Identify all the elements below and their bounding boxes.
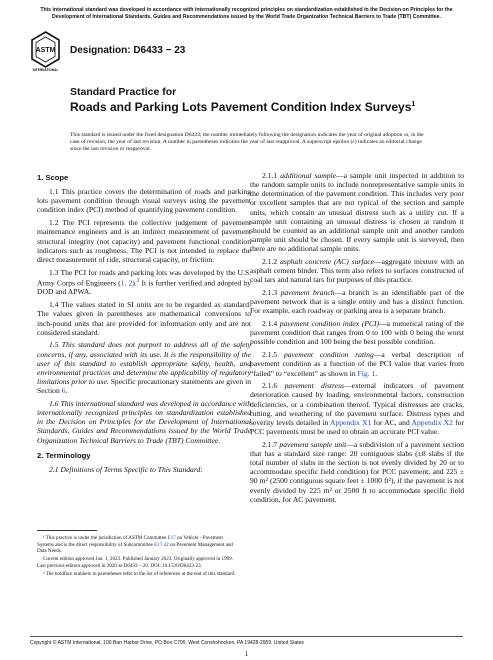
definition-pavement-branch: 2.1.3 pavement branch—a branch is an identifiable part of the pavement network that is a single entity and has a distinct function. For example, each roadway or parking area is a separate branch. bbox=[250, 288, 464, 316]
designation: Designation: D6433 − 23 bbox=[70, 45, 186, 56]
appendix-x1-link[interactable]: Appendix X1 bbox=[329, 417, 372, 427]
international-standard-notice: This international standard was developed in accordance with internationally recognized principles on standardization established in the Decision on Principles for the Development of International Standards, Guides and Recommendations issued by the World Trade Organization Technical Barriers to Trade (TBT) Committee. bbox=[40, 7, 453, 20]
title-footnote-mark: 1 bbox=[411, 101, 416, 108]
definition-pavement-distress: 2.1.6 pavement distress—external indicators of pavement deterioration caused by loading, environmental factors, construction deficiencies, or a combination thereof. Typical distresses are cracks, rutting, and weathering of the pavement surface. Distress types and severity levels detailed in Appendix X1 for AC, and Appendix X2 for PCC pavements must be used to obtain an accurate PCI value. bbox=[250, 381, 464, 437]
definition-pci: 2.1.4 pavement condition index (PCI)—a numerical rating of the pavement condition that ranges from 0 to 100 with 0 being the worst possible condition and 100 being the best possible condition. bbox=[250, 319, 465, 347]
copyright-footer: Copyright © ASTM International, 100 Barr Harbor Drive, PO Box C700, West Conshohocken, PA 19428-2959. United States bbox=[30, 640, 304, 646]
definition-asphalt-concrete: 2.1.2 asphalt concrete (AC) surface—aggregate mixture with an asphalt cement binder. This term also refers to surfaces constructed of coal tars and natural tars for purposes of this practice. bbox=[250, 257, 464, 285]
paragraph-1-4: 1.4 The values stated in SI units are to be regarded as standard. The values given in parentheses are mathematical conversions to inch-pound units that are provided for information only and are not considered standard. bbox=[37, 300, 251, 337]
paragraph-1-3: 1.3 The PCI for roads and parking lots was developed by the U.S. Army Corps of Engineers (1, 2).$^2$ It is further verified and adopted by DOD and APWA. bbox=[37, 267, 251, 297]
document-title bbox=[70, 86, 430, 114]
reference-link[interactable]: 1, 2 bbox=[120, 278, 133, 288]
subcommittee-e17-42-link[interactable]: E17.42 bbox=[154, 541, 169, 548]
definition-condition-rating: 2.1.5 pavement condition rating—a verbal description of pavement condition as a function of the PCI value that varies from “failed” to “excellent” as shown in Fig. 1. bbox=[250, 350, 464, 378]
appendix-x2-link[interactable]: Appendix X2 bbox=[411, 417, 453, 427]
paragraph-1-6: 1.6 This international standard was developed in accordance with internationally recognized principles on standardization established in the Decision on Principles for the Development of International Standards, Guides and Recommendations issued by the World Trade Organization Technical Barriers to Trade (TBT) Committee. bbox=[37, 398, 251, 445]
section-6-link[interactable]: 6 bbox=[61, 386, 66, 396]
definition-sample-unit: 2.1.7 pavement sample unit—a subdivision of a pavement section that has a standard size range: 20 contiguous slabs (±8 slabs if the total number of slabs in the section is not evenly divided by 20 or to accommodate specific field condition) for PCC pavement, and 225 ± 90 m² (2500 contiguous square feet ± 1000 ft²), if the pavement is not evenly divided by 225 m² or 2500 ft to accommodate specific field condition, for AC pavement. bbox=[250, 439, 464, 504]
terminology-heading: 2. Terminology bbox=[37, 450, 91, 460]
astm-logo bbox=[30, 31, 61, 72]
left-column bbox=[37, 171, 251, 478]
fig-1-link[interactable]: Fig. 1 bbox=[357, 368, 376, 378]
page-number: 1 bbox=[244, 650, 249, 658]
committee-e17-link[interactable]: E17 bbox=[167, 535, 176, 541]
svg-text:INTERNATIONAL: INTERNATIONAL bbox=[32, 68, 59, 72]
footer-divider bbox=[30, 636, 463, 637]
paragraph-1-1: 1.1 This practice covers the determination of roads and parking lots pavement condition through visual surveys using the pavement condition index (PCI) method of quantifying pavement condition. bbox=[37, 187, 251, 215]
issued-note: This standard is issued under the fixed designation D6433; the number immediately following the designation indicates the year of original adoption or, in the case of revision, the year of last revision. A number in parentheses indicates the year of last reapproval. A superscript epsilon (ε) indicates an editorial change since the last revision or reapproval. bbox=[70, 132, 424, 153]
footnote-2: ² The boldface numbers in parentheses refer to the list of references at the end of this standard. bbox=[43, 570, 236, 577]
footnotes bbox=[37, 530, 237, 579]
footnote-1: ¹ This practice is under the jurisdiction of ASTM Committee E17 on Vehicle - Pavement Systems and is the direct responsibility of Subcommittee E17.42 on Pavement Management and Data Needs. bbox=[37, 535, 233, 554]
paragraph-1-2: 1.2 The PCI represents the collective judgement of pavement maintenance engineers and is an indirect measurement of pavement structural integrity (not capacity) and pavement functional condition indicators such as roughness. The PCI is not intended to replace the direct measurement of ride, structural capacity, or friction. bbox=[37, 218, 251, 264]
scope-heading: 1. Scope bbox=[37, 173, 69, 182]
footnote-mark-2: 2 bbox=[136, 278, 140, 284]
paragraph-2-1: 2.1 Definitions of Terms Specific to This Standard: bbox=[49, 464, 203, 474]
footnote-1-edition: Current edition approved Jan. 1, 2023. Published January 2023. Originally approved in 1999. Last previous edition approved in 2020 as D6433 – 20. DOI: 10.1520/D6433-23. bbox=[37, 556, 233, 569]
paragraph-1-5: 1.5 This standard does not purport to address all of the safety concerns, if any, associated with its use. It is the responsibility of the user of this standard to establish appropriate safety, health, and environmental practices and determine the applicability of regulatory limitations prior to use. Specific precautionary statements are given in Section 6. bbox=[37, 340, 251, 396]
footnote-divider bbox=[37, 530, 97, 531]
right-column bbox=[250, 171, 464, 507]
definition-additional-sample: 2.1.1 additional sample—a sample unit inspected in addition to the random sample units to include nonrepresentative sample units in the determination of the pavement condition. This includes very poor or excellent samples that are not typical of the section and sample units, which contain an unusual distress such as a utility cut. If a sample unit containing an unusual distress is chosen at random it should be counted as an additional sample unit and another random sample unit should be chosen. If every sample unit is surveyed, then there are no additional sample units. bbox=[250, 171, 465, 254]
title-main: Roads and Parking Lots Pavement Condition Index Surveys$^1$ bbox=[70, 100, 416, 114]
title-prefix: Standard Practice for bbox=[70, 86, 177, 98]
svg-text:ASTM: ASTM bbox=[35, 47, 56, 54]
